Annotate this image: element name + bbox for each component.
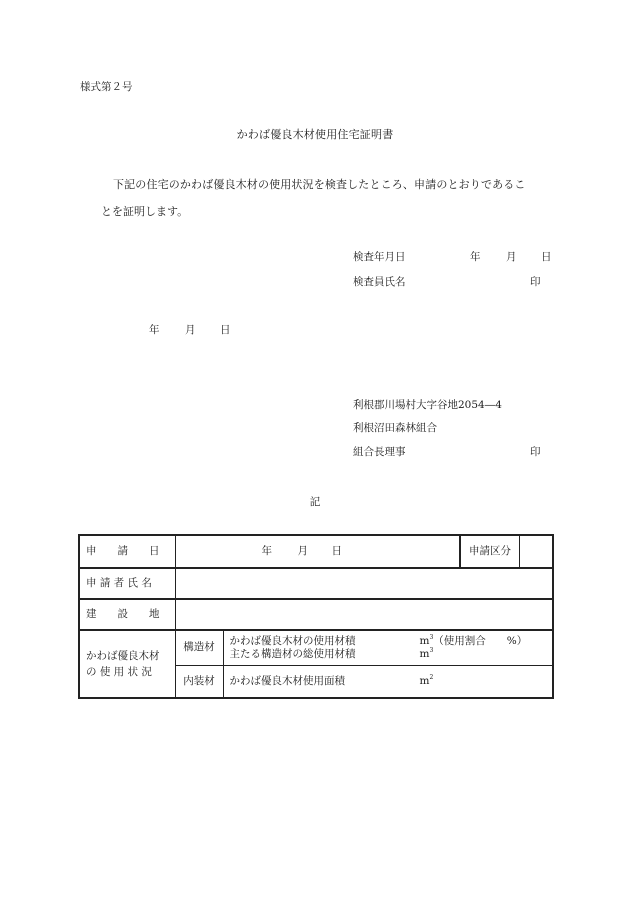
document-title: かわば優良木材使用住宅証明書 [236,128,394,141]
interior-material-cell[interactable] [223,665,553,698]
total-structural-volume-label: 主たる構造材の総使用材積 [229,647,356,660]
application-date-cell[interactable] [175,535,460,568]
application-day-label: 日 [331,545,342,557]
inspection-month-label: 月 [506,251,517,263]
structural-wood-volume-unit: m [419,634,430,647]
inspector-name-label: 検査員氏名 [353,276,406,288]
issuer-seal-mark: 印 [530,446,541,458]
application-category-value[interactable] [520,536,552,567]
issue-day-label: 日 [220,324,231,336]
application-date-label-cell [79,535,175,568]
inspection-day-label: 日 [541,251,552,263]
wood-usage-label-line2: の 使 用 状 況 [86,665,152,678]
certification-text-line2: とを証明します。 [101,205,189,218]
construction-site-value[interactable] [175,599,553,630]
structural-wood-volume-label: かわば優良木材の使用材積 [229,634,356,647]
interior-wood-area-unit: m [419,674,430,687]
issuer-organization: 利根沼田森林組合 [353,422,437,434]
construction-site-label-cell [79,599,175,630]
form-number: 様式第２号 [80,81,133,93]
interior-wood-area-label: かわば優良木材使用面積 [229,674,345,687]
total-structural-volume-unit-sup: 3 [429,646,434,654]
issuer-address: 利根郡川場村大字谷地2054―4 [353,399,502,411]
inspection-year-label: 年 [470,251,481,263]
inspection-date-label: 検査年月日 [353,251,406,263]
structural-material-label: 構造材 [175,630,223,665]
application-category-label: 申請区分 [461,536,520,567]
interior-wood-area-unit-sup: 2 [429,673,434,681]
certification-text-line1: 下記の住宅のかわば優良木材の使用状況を検査したところ、申請のとおりであるこ [113,178,526,191]
application-year-label: 年 [261,545,272,557]
interior-material-label: 内装材 [175,665,223,698]
issue-year-label: 年 [149,324,160,336]
applicant-name-value[interactable] [175,568,553,599]
wood-usage-label-line1: かわば優良木材 [86,649,160,662]
total-structural-volume-unit: m [419,647,430,660]
structural-wood-volume-unit-sup: 3 [429,633,434,641]
inspector-seal-mark: 印 [530,276,541,288]
issue-month-label: 月 [185,324,196,336]
wood-usage-label-cell [79,630,175,698]
applicant-name-label: 申 請 者 氏 名 [86,577,152,589]
certificate-table [78,534,554,699]
usage-ratio-label: （使用割合 %） [433,634,528,647]
structural-material-cell[interactable] [223,630,553,665]
issuer-representative-label: 組合長理事 [353,446,406,458]
ki-heading: 記 [309,496,321,508]
application-month-label: 月 [297,545,308,557]
applicant-name-label-cell [79,568,175,599]
construction-site-label: 建 設 地 [86,608,160,620]
application-date-label: 申 請 日 [86,545,160,557]
application-category-cell[interactable] [460,535,553,568]
